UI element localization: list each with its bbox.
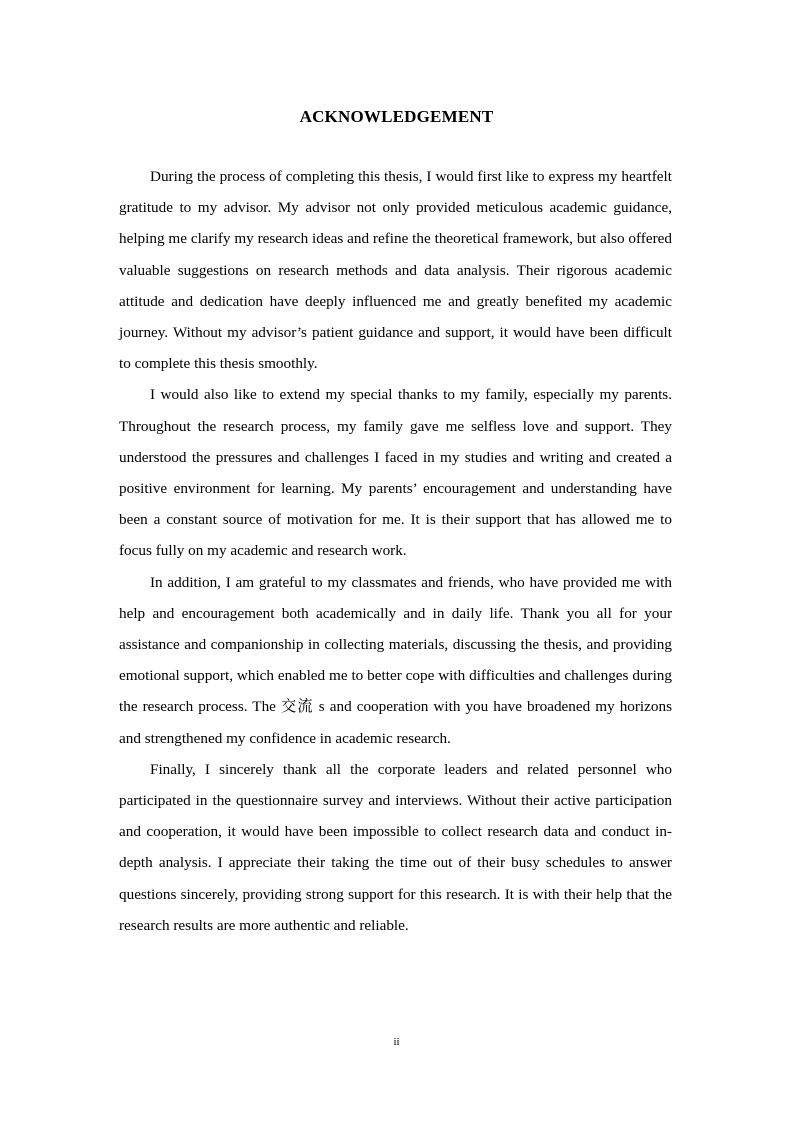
paragraph-advisor: During the process of completing this thesis, I would first like to express my heartfelt gratitude to my advisor. My advisor not only provided meticulous academic guidance, helping me clarify my research ideas and refine the theoretical framework, but also offered valuable suggestions on research methods and data analysis. Their rigorous academic attitude and dedication have deeply influenced me and greatly benefited my academic journey. Without my advisor’s patient guidance and support, it would have been difficult to complete this thesis smoothly. (119, 168, 672, 373)
paragraph-corporate: Finally, I sincerely thank all the corporate leaders and related personnel who participated in the questionnaire survey and interviews. Without their active participation and cooperation, it would have been impossible to collect research data and conduct in-depth analysis. I appreciate their taking the time out of their busy schedules to answer questions sincerely, providing strong support for this research. It is with their help that the research results are more authentic and reliable. (119, 760, 672, 934)
page-number: ii (393, 1036, 400, 1048)
paragraph-family: I would also like to extend my special thanks to my family, especially my parents. Throughout the research process, my family gave me selfless love and support. They understood the pressures and challenges I faced in my studies and writing and created a positive environment for learning. My parents’ encouragement and understanding have been a constant source of motivation for me. It is their support that has allowed me to focus fully on my academic and research work. (119, 386, 672, 560)
paragraph-classmates: In addition, I am grateful to my classmates and friends, who have provided me with help and encouragement both academically and in daily life. Thank you all for your assistance and companionship in collecting materials, discussing the thesis, and providing emotional support, which enabled me to better cope with difficulties and challenges during the research process. The 交流 s and cooperation with you have broadened my horizons and strengthened my confidence in academic research. (119, 573, 672, 747)
acknowledgement-body (119, 161, 672, 941)
page-title: ACKNOWLEDGEMENT (299, 107, 494, 126)
